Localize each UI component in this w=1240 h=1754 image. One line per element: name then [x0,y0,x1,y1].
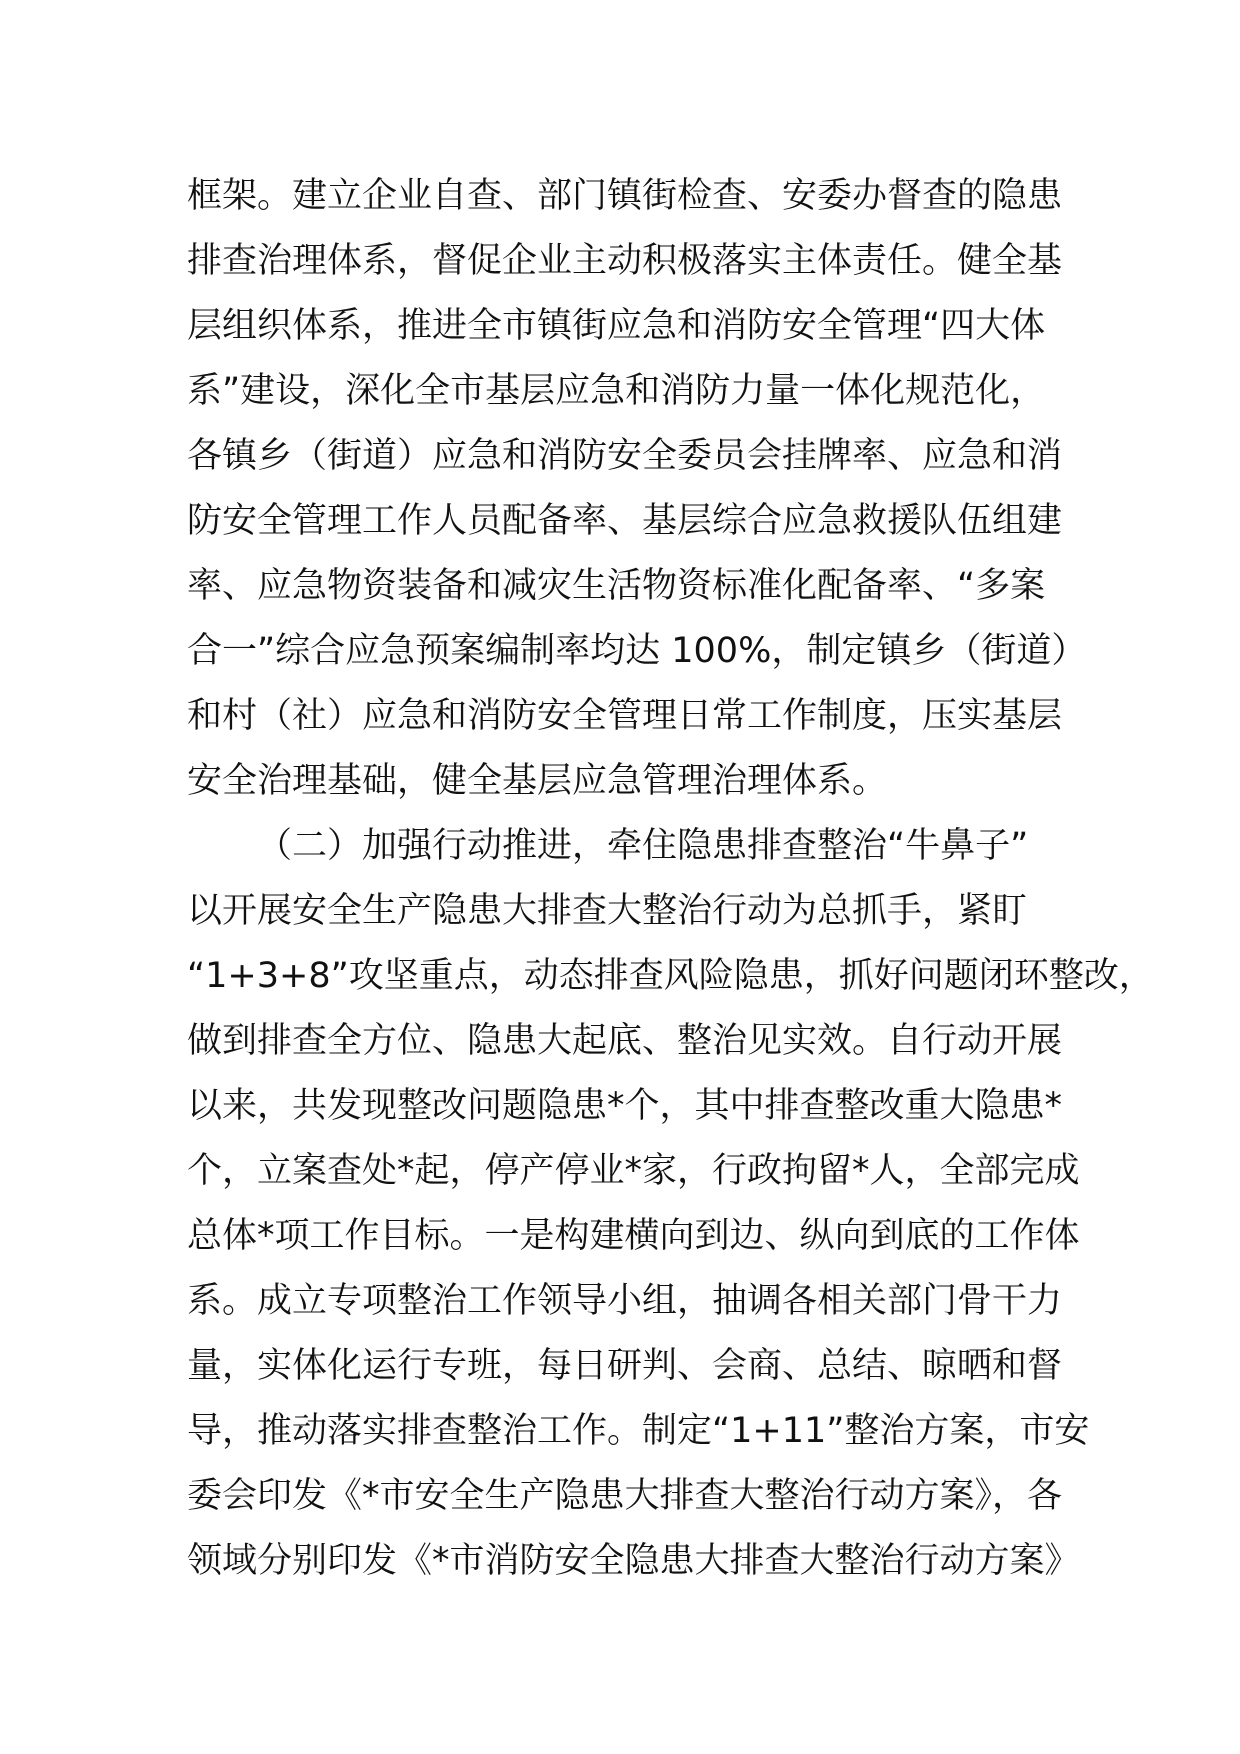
text-line: 防安全管理工作人员配备率、基层综合应急救援队伍组建 [187,501,1063,541]
text-line: 做到排查全方位、隐患大起底、整治见实效。自行动开展 [187,1021,1063,1061]
text-line: 系”建设，深化全市基层应急和消防力量一体化规范化， [187,371,1046,411]
text-line: 个，立案查处*起，停产停业*家，行政拘留*人，全部完成 [187,1151,1080,1191]
text-line: 各镇乡（街道）应急和消防安全委员会挂牌率、应急和消 [187,436,1063,476]
text-line: 安全治理基础，健全基层应急管理治理体系。 [187,761,888,801]
text-line: 以开展安全生产隐患大排查大整治行动为总抓手，紧盯 [187,891,1028,931]
text-line: 导，推动落实排查整治工作。制定“1+11”整治方案，市安 [187,1411,1090,1451]
text-line: 系。成立专项整治工作领导小组，抽调各相关部门骨干力 [187,1281,1063,1321]
text-line: 排查治理体系，督促企业主动积极落实主体责任。健全基 [187,241,1063,281]
text-line: 委会印发《*市安全生产隐患大排查大整治行动方案》，各 [187,1476,1063,1516]
text-line: 量，实体化运行专班，每日研判、会商、总结、晾晒和督 [187,1346,1063,1386]
section-heading: （二）加强行动推进，牵住隐患排查整治“牛鼻子” [257,826,1029,866]
text-line: 合一”综合应急预案编制率均达 100%，制定镇乡（街道） [187,631,1087,671]
text-line: 层组织体系，推进全市镇街应急和消防安全管理“四大体 [187,306,1046,346]
text-line: 和村（社）应急和消防安全管理日常工作制度，压实基层 [187,696,1063,736]
text-line: 总体*项工作目标。一是构建横向到边、纵向到底的工作体 [187,1216,1080,1256]
text-line: 以来，共发现整改问题隐患*个，其中排查整改重大隐患* [187,1086,1063,1126]
text-line: “1+3+8”攻坚重点，动态排查风险隐患，抓好问题闭环整改， [187,956,1154,996]
text-line: 领域分别印发《*市消防安全隐患大排查大整治行动方案》 [187,1541,1080,1581]
text-line: 率、应急物资装备和减灾生活物资标准化配备率、“多案 [187,566,1046,606]
document-body [187,164,1154,1594]
text-line: 框架。建立企业自查、部门镇街检查、安委办督查的隐患 [187,176,1063,216]
